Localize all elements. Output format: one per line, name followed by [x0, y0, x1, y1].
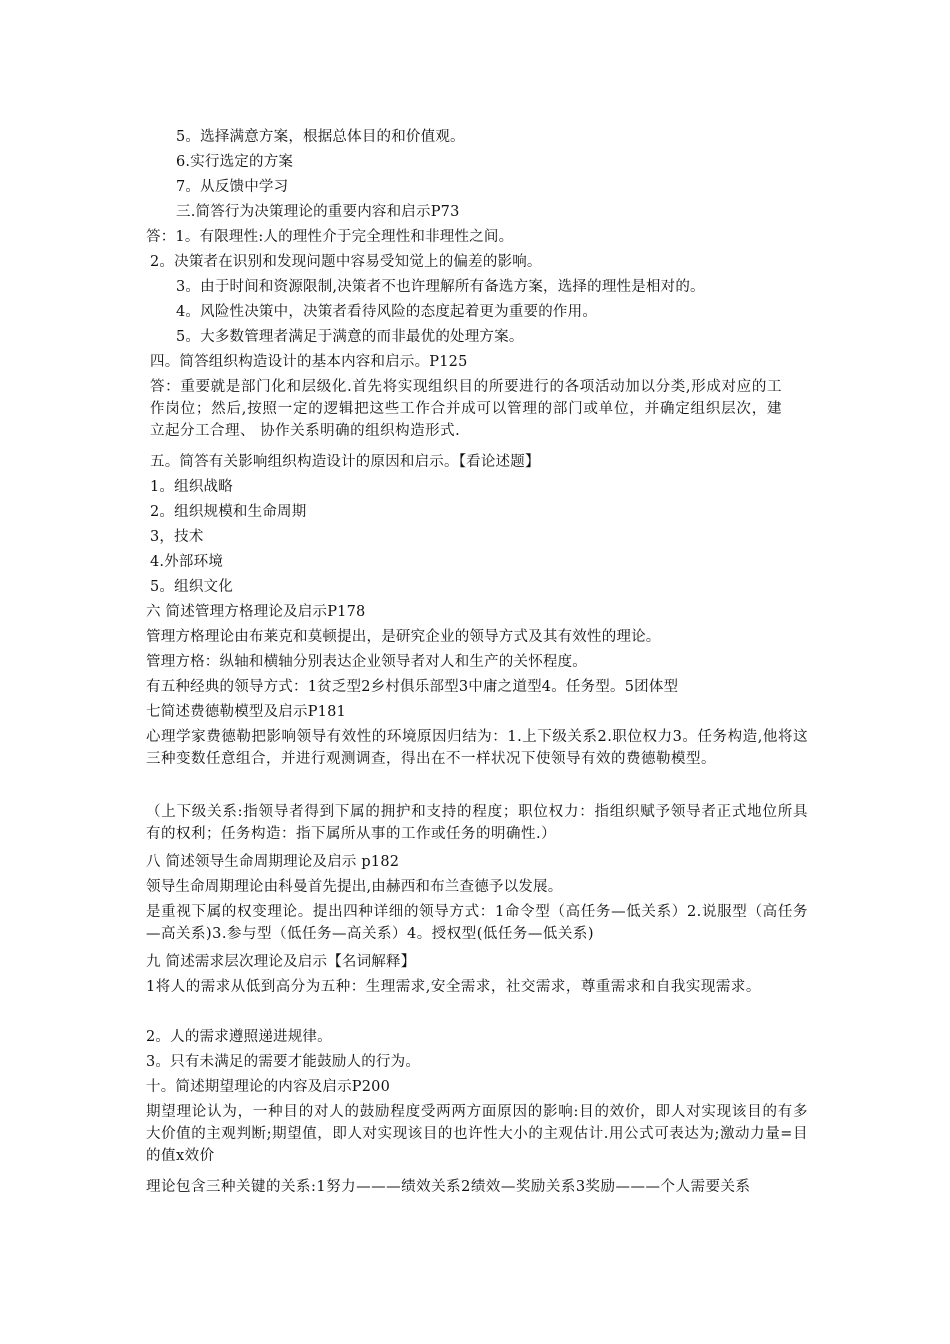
paragraph: 答：重要就是部门化和层级化.首先将实现组织目的所要进行的各项活动加以分类,形成对应的工作岗位；然后,按照一定的逻辑把这些工作合并成可以管理的部门或单位，并确定组织层次，建立起分工合理、 协作关系明确的组织构造形式.	[150, 379, 782, 439]
list-item: 1。组织战略	[150, 479, 233, 495]
text-line: 有五种经典的领导方式：1贫乏型2乡村俱乐部型3中庸之道型4。任务型。5团体型	[146, 679, 679, 695]
paragraph: 心理学家费德勒把影响领导有效性的环境原因归结为：1.上下级关系2.职位权力3。任务构造,他将这三种变数任意组合，并进行观测调查，得出在不一样状况下使领导有效的费德勒模型。	[146, 729, 808, 767]
text-line: 管理方格理论由布莱克和莫顿提出，是研究企业的领导方式及其有效性的理论。	[146, 629, 661, 645]
list-item: 2。组织规模和生命周期	[150, 504, 307, 520]
list-item: 3。只有未满足的需要才能鼓励人的行为。	[146, 1054, 421, 1070]
text-line: 7。从反馈中学习	[176, 179, 289, 195]
list-item: 4.外部环境	[150, 554, 224, 570]
text-line: 5。选择满意方案，根据总体目的和价值观。	[176, 129, 465, 145]
paragraph: 1将人的需求从低到高分为五种：生理需求,安全需求，社交需求，尊重需求和自我实现需求。	[146, 979, 761, 995]
paragraph: 期望理论认为，一种目的对人的鼓励程度受两两方面原因的影响:目的效价，即人对实现该目的有多大价值的主观判断;期望值，即人对实现该目的也许性大小的主观估计.用公式可表达为;激动力量=目的值x效价	[146, 1104, 808, 1164]
section-heading: 四。简答组织构造设计的基本内容和启示。P125	[150, 354, 468, 370]
section-heading: 六 简述管理方格理论及启示P178	[146, 604, 366, 620]
list-item: 5。组织文化	[150, 579, 233, 595]
text-line: 管理方格：纵轴和横轴分别表达企业领导者对人和生产的关怀程度。	[146, 654, 587, 670]
section-heading: 五。简答有关影响组织构造设计的原因和启示。【看论述题】	[150, 454, 540, 470]
section-heading: 七简述费德勒模型及启示P181	[146, 704, 346, 720]
text-line: 4。风险性决策中，决策者看待风险的态度起着更为重要的作用。	[176, 304, 598, 320]
section-heading: 八 简述领导生命周期理论及启示 p182	[146, 854, 400, 870]
paragraph: 理论包含三种关键的关系:1努力———绩效关系2绩效—奖励关系3奖励———个人需要关系	[146, 1179, 751, 1195]
list-item: 3，技术	[150, 529, 204, 545]
list-item: 2。人的需求遵照递进规律。	[146, 1029, 332, 1045]
paragraph: 是重视下属的权变理论。提出四种详细的领导方式：1命令型（高任务—低关系）2.说服型（高任务—高关系)3.参与型（低任务—高关系）4。授权型(低任务—低关系)	[146, 904, 808, 942]
text-line: 3。由于时间和资源限制,决策者不也许理解所有备选方案，选择的理性是相对的。	[176, 279, 705, 295]
section-heading: 九 简述需求层次理论及启示【名词解释】	[146, 954, 416, 970]
text-line: 领导生命周期理论由科曼首先提出,由赫西和布兰查德予以发展。	[146, 879, 563, 895]
text-line: 6.实行选定的方案	[176, 154, 294, 170]
paragraph: （上下级关系:指领导者得到下属的拥护和支持的程度；职位权力：指组织赋予领导者正式地位所具有的权利；任务构造：指下属所从事的工作或任务的明确性.）	[146, 804, 808, 842]
section-heading: 十。简述期望理论的内容及启示P200	[146, 1079, 391, 1095]
text-line: 5。大多数管理者满足于满意的而非最优的处理方案。	[176, 329, 524, 345]
text-line: 答：1。有限理性:人的理性介于完全理性和非理性之间。	[146, 229, 514, 245]
section-heading: 三.简答行为决策理论的重要内容和启示P73	[176, 204, 460, 220]
text-line: 2。决策者在识别和发现问题中容易受知觉上的偏差的影响。	[150, 254, 542, 270]
